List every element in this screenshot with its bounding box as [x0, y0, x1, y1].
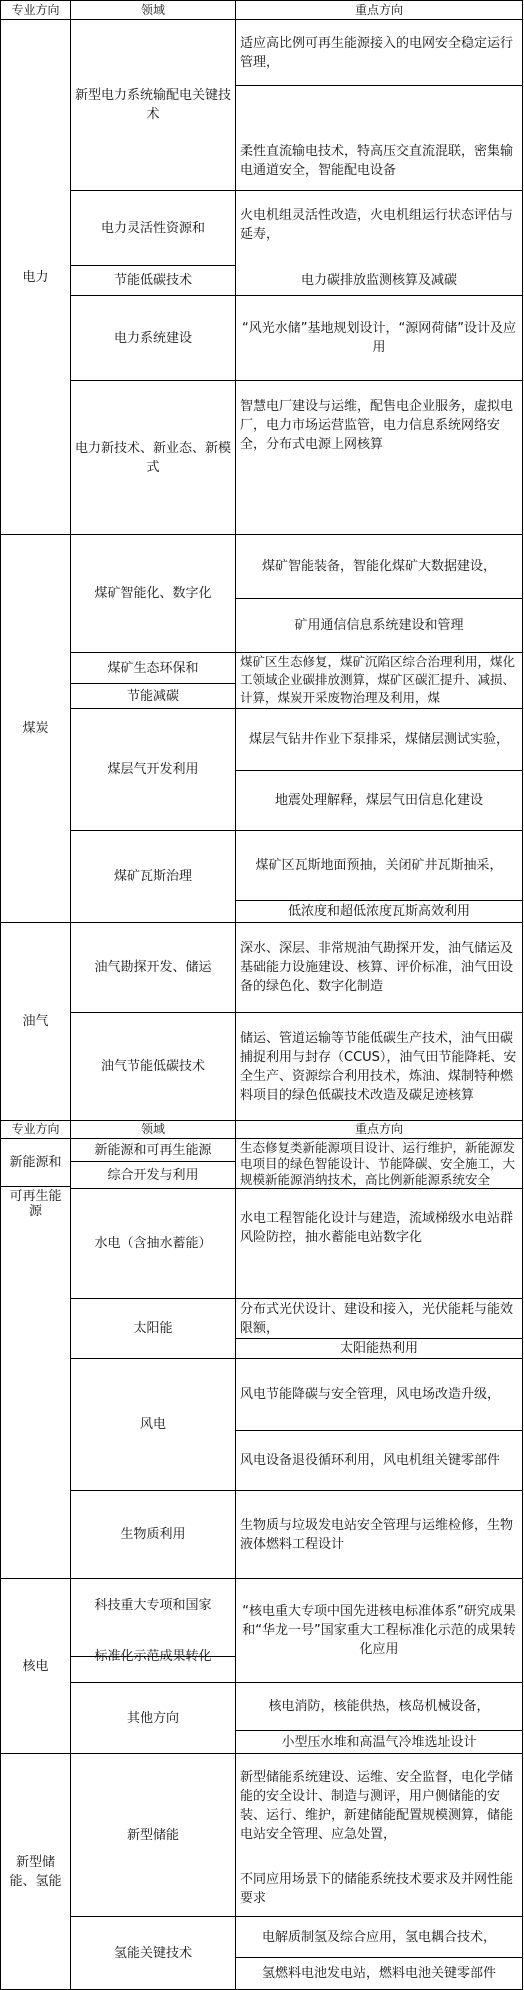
domain-coal-eco: 煤矿生态环保和: [107, 660, 199, 676]
focus-cell: 风电节能降碳与安全管理，风电场改造升级，: [240, 1387, 501, 1402]
focus-cell: 煤矿区瓦斯地面预抽，关闭矿井瓦斯抽采，: [255, 858, 503, 873]
focus-cell: 储运、管道运输等节能低碳生产技术，油气田碳捕捉利用与封存（CCUS），油气田节能降耗、安全生产、资源综合利用技术，炼油、煤制特种燃料项目的绿色低碳技术改造及碳足迹核算: [240, 1030, 517, 1103]
header-focus: 重点方向: [354, 2, 403, 17]
focus-cell: 煤层气钻井作业下泵排采，煤储层测试实验，: [248, 732, 509, 747]
focus-cell: 适应高比例可再生能源接入的电网安全稳定运行管理，: [240, 35, 514, 70]
section-renewable-a: 新能源和: [9, 1155, 62, 1170]
section-nuclear: 核电: [22, 1658, 49, 1674]
focus-cell: 地震处理解释，煤层气田信息化建设: [274, 793, 483, 808]
focus-cell: 智慧电厂建设与运维，配售电企业服务，虚拟电厂，电力市场运营监管，电力信息系统网络安全，分布式电源上网核算: [240, 399, 514, 452]
table-border: [522, 0, 523, 1990]
domain-nuclear-other: 其他方向: [126, 1710, 179, 1726]
section-renewable-b: 可再生能源: [9, 1189, 62, 1219]
header-domain: 领域: [140, 2, 165, 17]
focus-cell: 矿用通信信息系统建设和管理: [294, 618, 464, 633]
domain-hydro: 水电（含抽水蓄能）: [94, 1236, 212, 1251]
domain-oil-explore: 油气勘探开发、储运: [94, 960, 212, 975]
header-direction: 专业方向: [11, 2, 60, 17]
domain-comprehensive: 综合开发与利用: [107, 1167, 199, 1183]
section-storage: 新型储能、氢能: [9, 1854, 62, 1889]
header-direction: 专业方向: [11, 1122, 60, 1136]
domain-power-lowcarbon: 节能低碳技术: [113, 273, 192, 288]
focus-cell: “风光水储”基地规划设计，“源网荷储”设计及应用: [242, 321, 516, 355]
focus-cell: 太阳能热利用: [339, 1341, 418, 1356]
domain-power-grid: 新型电力系统输配电关键技术: [75, 88, 232, 122]
domain-storage-new: 新型储能: [126, 1827, 179, 1843]
focus-cell: 新型储能系统建设、运维、安全监督，电化学储能的安全设计、制造与测评，用户侧储能的安装、运行、维护，新建储能配置规模测算，储能电站安全管理、应急处置，: [240, 1770, 514, 1842]
domain-nuclear-major: 科技重大专项和国家: [94, 1597, 212, 1613]
domain-coal-smart: 煤矿智能化、数字化: [94, 586, 212, 601]
header-focus: 重点方向: [354, 1122, 403, 1136]
domain-power-system: 电力系统建设: [113, 330, 192, 346]
domain-solar: 太阳能: [133, 1321, 173, 1336]
focus-cell: 不同应用场景下的储能系统技术要求及并网性能要求: [240, 1872, 514, 1906]
focus-cell: 分布式光伏设计、建设和接入，光伏能耗与能效限额，: [240, 1301, 514, 1336]
focus-cell: 低浓度和超低浓度瓦斯高效利用: [287, 904, 470, 919]
focus-cell: 煤矿智能装备，智能化煤矿大数据建设，: [261, 559, 496, 574]
focus-cell: 小型压水堆和高温气冷堆选址设计: [281, 1734, 477, 1750]
domain-coal-cbm: 煤层气开发利用: [107, 762, 199, 777]
domain-renewable: 新能源和可再生能源: [94, 1142, 212, 1158]
domain-coal-energy: 节能减碳: [126, 688, 179, 704]
focus-cell: 生态修复类新能源项目设计、运行维护，新能源发电项目的绿色智能设计、节能降碳、安全施工，大规模新能源消纳技术，高比例新能源系统安全: [240, 1139, 516, 1187]
domain-power-new: 电力新技术、新业态、新模式: [75, 440, 232, 475]
focus-cell: 柔性直流输电技术，特高压交直流混联，密集输电通道安全，智能配电设备: [240, 144, 514, 178]
focus-cell: 电解质制氢及综合应用，氢电耦合技术，: [261, 1929, 496, 1945]
section-coal: 煤炭: [22, 721, 49, 736]
section-oilgas: 油气: [22, 1014, 49, 1029]
focus-cell: 电力碳排放监测核算及减碳: [300, 273, 457, 288]
focus-cell: 水电工程智能化设计与建造，流域梯级水电站群风险防控，抽水蓄能电站数字化: [240, 1211, 514, 1245]
focus-cell: 核电消防，核能供热，核岛机械设备，: [268, 1699, 490, 1714]
domain-power-flex: 电力灵活性资源和: [100, 220, 205, 236]
header-domain: 领域: [140, 1122, 165, 1136]
focus-cell: “核电重大专项中国先进核电标准体系”研究成果和“华龙一号”国家重大工程标准化示范的成果转化应用: [242, 1604, 516, 1657]
focus-cell: 氢燃料电池发电站，燃料电池关键零部件: [261, 1966, 496, 1981]
focus-cell: 生物质与垃圾发电站安全管理与运维检修，生物液体燃料工程设计: [240, 1517, 514, 1552]
focus-cell: 火电机组灵活性改造，火电机组运行状态评估与延寿，: [240, 208, 514, 242]
focus-cell: 风电设备退役循环利用，风电机组关键零部件: [240, 1453, 501, 1468]
domain-hydrogen: 氢能关键技术: [113, 1945, 192, 1961]
domain-bio: 生物质利用: [120, 1527, 186, 1542]
focus-cell: 深水、深层、非常规油气勘探开发，油气储运及基础能力设施建设、核算、评价标准，油气田设备的绿色化、数字化制造: [240, 941, 514, 994]
domain-coal-gas: 煤矿瓦斯治理: [113, 869, 192, 884]
domain-wind: 风电: [139, 1417, 166, 1432]
section-power: 电力: [22, 269, 49, 285]
focus-cell: 煤矿区生态修复，煤矿沉陷区综合治理利用，煤化工领域企业碳排放测算，煤矿区碳汇提升、减损、计算，煤炭开采废物治理及利用，煤: [240, 654, 516, 705]
domain-oil-lowcarbon: 油气节能低碳技术: [100, 1059, 205, 1074]
domain-nuclear-standard: 标准化示范成果转化: [94, 1649, 212, 1664]
